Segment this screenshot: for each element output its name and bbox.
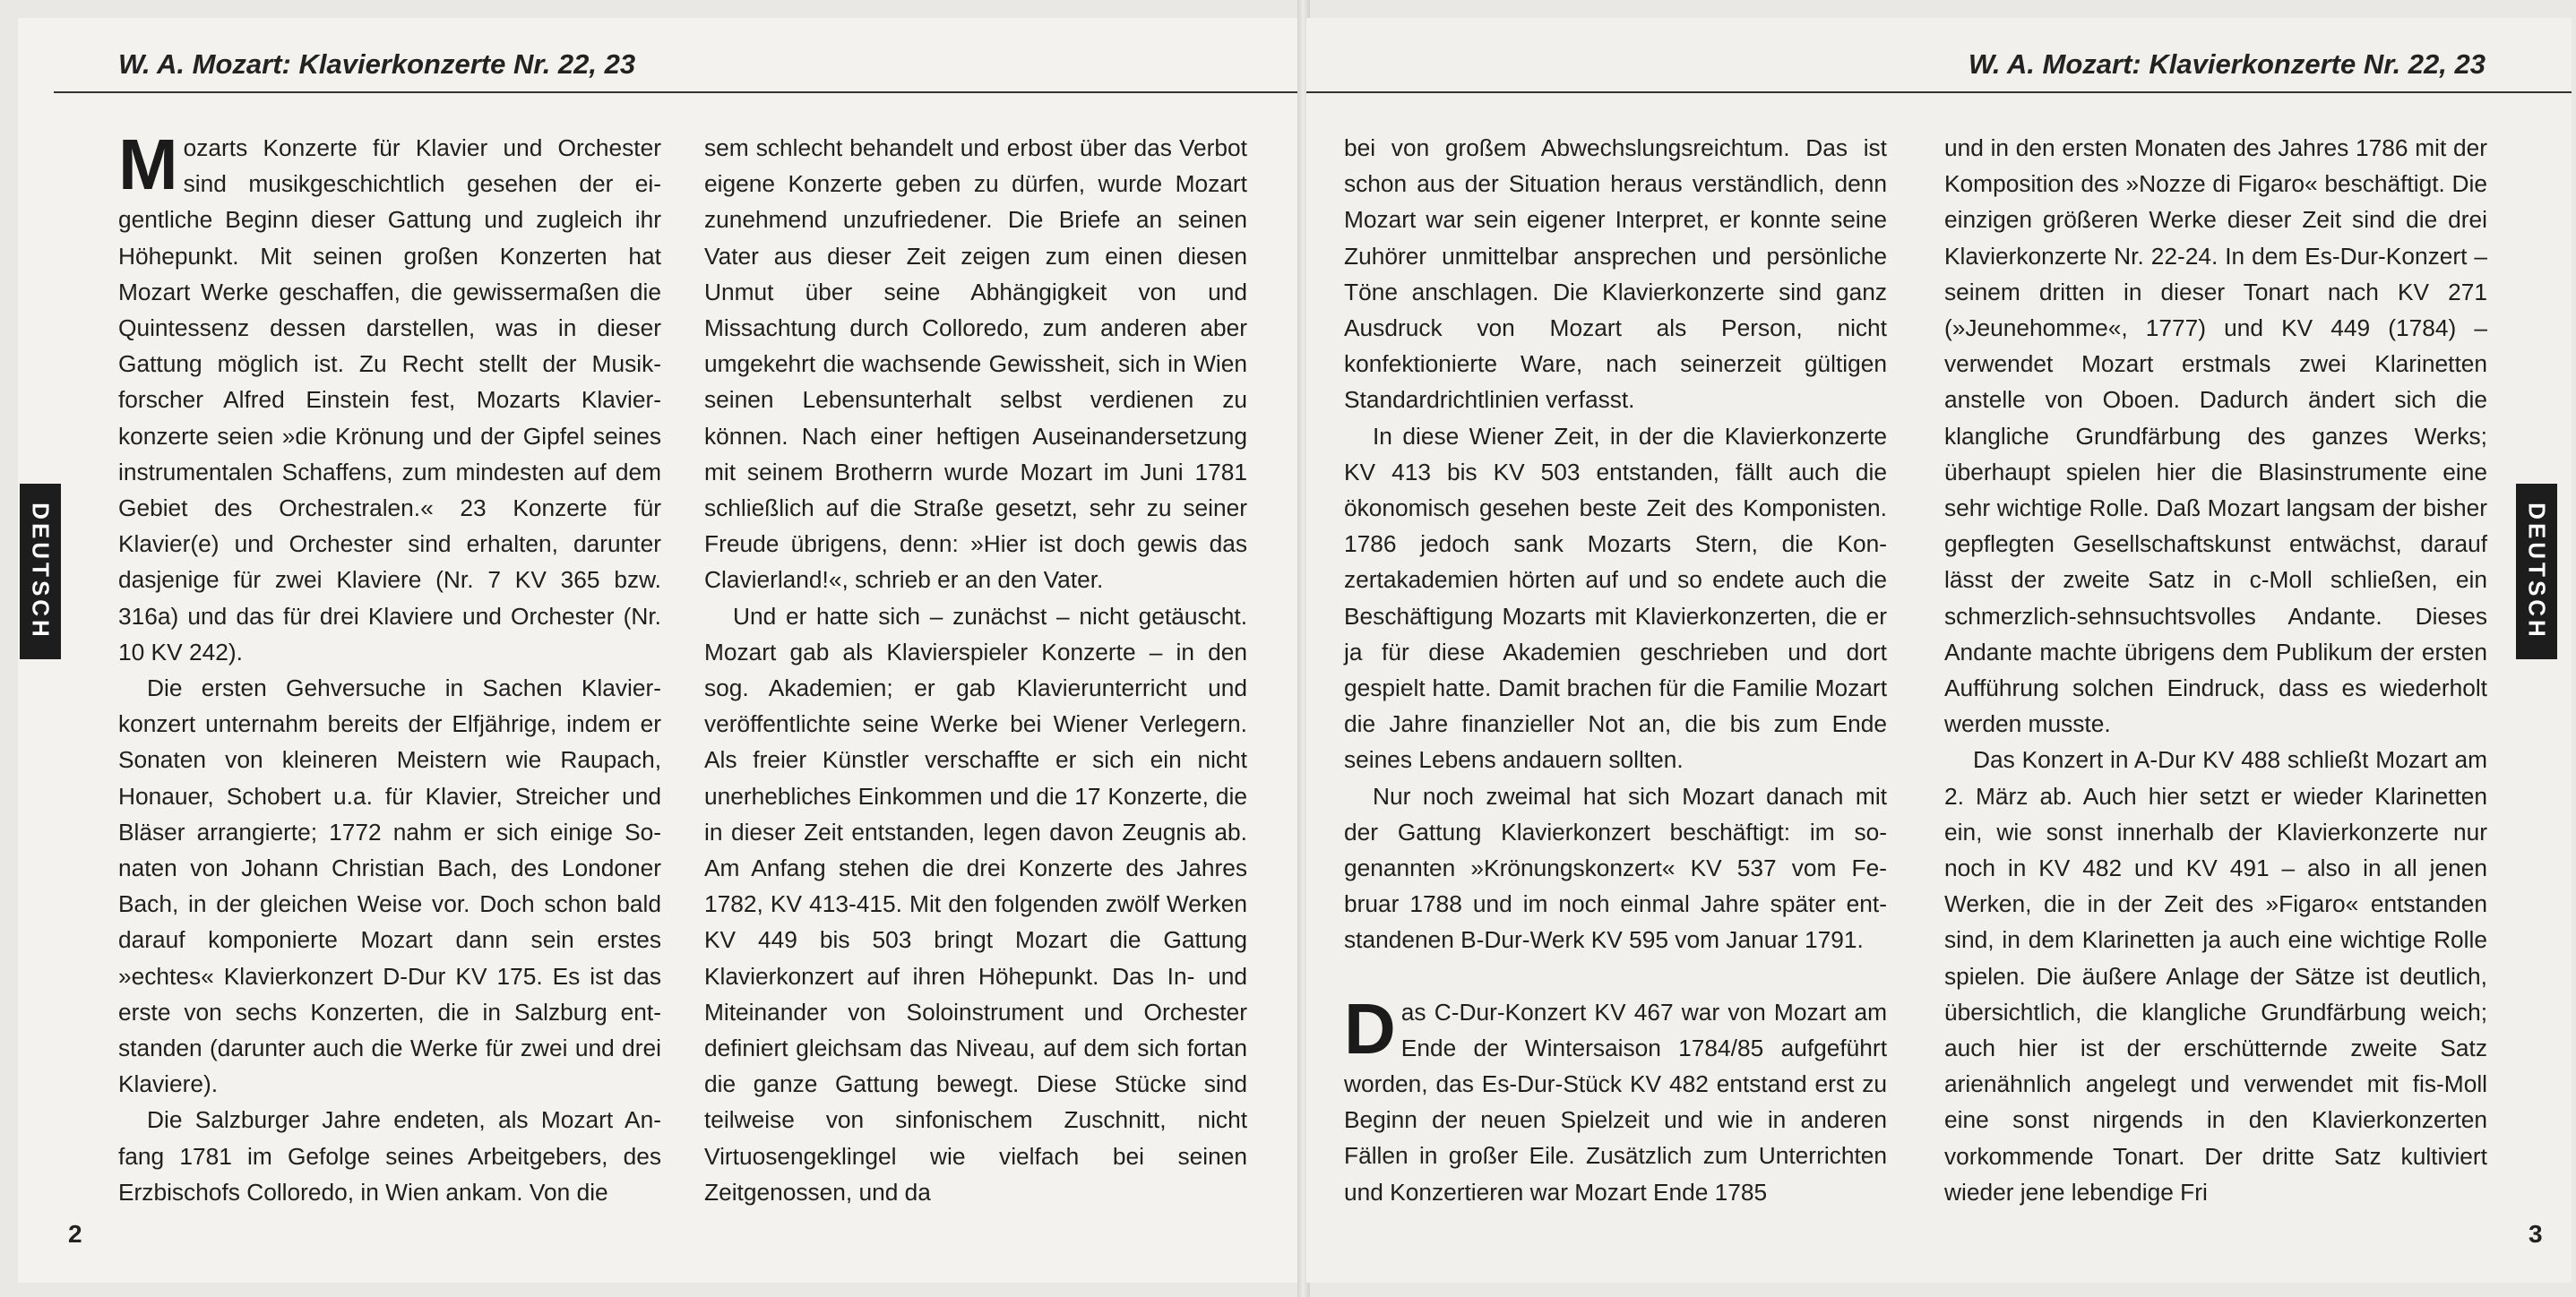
language-tab [20,484,61,659]
page-number: 2 [68,1220,82,1248]
running-head: W. A. Mozart: Klavierkonzerte Nr. 22, 23 [118,48,636,80]
paragraph: Die ersten Gehversuche in Sachen Klavierkonzert unternahm bereits der Elfjährige, indem er Sonaten von kleineren Meistern wie Raupach, Honauer, Schobert u.a. für Klavier, Streicher und Bläser arrangierte; 1772 nahm er sich einige Sonaten von Johann Christian Bach, des Londoner Bach, in der gleichen Weise vor. Doch schon bald darauf komponierte Mozart dann sein erstes »echtes« Klavierkonzert D-Dur KV 175. Es ist das erste von sechs Konzerten, die in Salzburg entstanden (darunter auch die Werke für zwei und drei Klaviere). [118,674,661,1098]
paragraph: In diese Wiener Zeit, in der die Klavierkonzerte KV 413 bis KV 503 entstanden, fällt auch die ökonomisch gesehen beste Zeit des Komponisten. 1786 jedoch sank Mozarts Stern, die Konzertakademien hörten auf und so endete auch die Beschäftigung Mozarts mit Klavierkonzerten, die er ja für diese Akademien geschrieben und dort gespielt hatte. Damit brachen für die Familie Mozart die Jahre finanzieller Not an, die bis zum Ende seines Lebens andauern sollten. [1344,422,1887,774]
header-rule [54,91,1305,93]
paragraph: Das Konzert in A-Dur KV 488 schließt Mozart am 2. März ab. Auch hier setzt er wieder Klarinetten ein, wie sonst innerhalb der Klavierkonzerte nur noch in KV 482 und KV 491 – also in all jenen Werken, die in der Zeit des »Figaro« entstanden sind, in dem Klarinetten ja auch eine wichtige Rolle spielen. Die äußere Anlage der Sätze ist deutlich, übersichtlich, die klangliche Grundfärbung weich; auch hier ist der erschütternde zweite Satz arienähnlich angelegt und verwendet mit fis-Moll eine sonst nirgends in den Klavierkonzerten vorkommende Tonart. Der dritte Satz kultiviert wieder jene lebendige Fri [1944,746,2487,1206]
running-head: W. A. Mozart: Klavierkonzerte Nr. 22, 23 [1968,48,2486,80]
language-tab-label: DEUTSCH [27,502,55,640]
right-page [1306,18,2572,1283]
drop-cap: M [118,125,178,204]
paragraph: Mozarts Konzerte für Klavier und Orchester sind musikgeschichtlich gesehen der eigentliche Beginn dieser Gattung und zugleich ihr Höhepunkt. Mit seinen großen Konzerten hat Mozart Werke geschaffen, die gewissermaßen die Quintessenz dessen darstellen, was in dieser Gattung möglich ist. Zu Recht stellt der Musikforscher Alfred Einstein fest, Mozarts Klavierkonzerte seien »die Krönung und der Gipfel seines instrumentalen Schaffens, zum mindesten auf dem Gebiet des Orchestralen.« 23 Konzerte für Klavier(e) und Orchester sind erhalten, darunter dasjenige für zwei Klaviere (Nr. 7 KV 365 bzw. 316a) und das für drei Klaviere und Orchester (Nr. 10 KV 242). [118,125,661,666]
language-tab [2516,484,2557,659]
paragraph: Das C-Dur-Konzert KV 467 war von Mozart am Ende der Wintersaison 1784/85 aufgeführt worden, das Es-Dur-Stück KV 482 entstand erst zu Beginn der neuen Spielzeit und wie in anderen Fällen in großer Eile. Zusätzlich zum Unterrichten und Konzertieren war Mozart Ende 1785 [1344,988,1887,1206]
text-column-1 [118,125,661,1210]
paragraph: bei von großem Abwechslungsreichtum. Das ist schon aus der Situation heraus verständlich, denn Mozart war sein eigener Interpret, er konnte seine Zuhörer unmittelbar ansprechen und persönliche Töne anschlagen. Die Klavierkonzerte sind ganz Ausdruck von Mozart als Person, nicht konfektionierte Ware, nach seinerzeit gültigen Standardrichtlinien verfasst. [1344,134,1887,414]
paragraph: Nur noch zweimal hat sich Mozart danach mit der Gattung Klavierkonzert beschäftigt: im sogenannten »Krönungskonzert« KV 537 vom Februar 1788 und im noch einmal Jahre später entstandenen B-Dur-Werk KV 595 vom Januar 1791. [1344,782,1887,954]
text-column-2 [704,130,1247,1210]
language-tab-label: DEUTSCH [2523,502,2551,640]
page-number: 3 [2529,1220,2543,1248]
paragraph: Und er hatte sich – zunächst – nicht getäuscht. Mozart gab als Klavierspieler Konzerte – in den sog. Akademien; er gab Klavierunterricht und veröffentlichte seine Werke bei Wiener Verlegern. Als freier Künstler verschaffte er sich ein nicht unerhebliches Einkommen und die 17 Konzerte, die in dieser Zeit entstanden, legen davon Zeugnis ab. Am Anfang stehen die drei Konzerte des Jahres 1782, KV 413-415. Mit den folgenden zwölf Werken KV 449 bis 503 bringt Mozart die Gattung Klavierkonzert auf ihren Höhepunkt. Das In- und Miteinander von Soloinstrument und Orchester definiert gleichsam das Niveau, auf dem sich fortan die ganze Gattung bewegt. Diese Stücke sind teilweise von sinfonischem Zuschnitt, nicht Virtuosengeklingel wie vielfach bei seinen Zeitgenossen, und da [704,602,1247,1206]
text-column-4 [1944,130,2487,1210]
text-column-3 [1344,130,1887,1210]
paragraph: und in den ersten Monaten des Jahres 1786 mit der Komposition des »Nozze di Figaro« beschäftigt. Die einzigen größeren Werke dieser Zeit sind die drei Klavierkonzerte Nr. 22-24. In dem Es-Dur-Konzert – seinem dritten in dieser Tonart nach KV 271 (»Jeunehomme«, 1777) und KV 449 (1784) – verwendet Mozart erstmals zwei Klarinetten anstelle von Oboen. Dadurch ändert sich die klangliche Grundfärbung des ganzes Werks; überhaupt spielen hier die Blasinstrumente eine sehr wichtige Rolle. Daß Mozart langsam der bisher gepflegten Gesellschaftskunst entwächst, darauf lässt der zweite Satz in c-Moll schließen, ein schmerzlich-sehnsuchtsvolles Andante. Dieses Andante machte übrigens dem Publikum der ersten Aufführung solchen Eindruck, dass es wiederholt werden musste. [1944,134,2487,738]
paragraph: sem schlecht behandelt und erbost über das Verbot eigene Konzerte geben zu dürfen, wurde Mozart zunehmend unzufriedener. Die Briefe an seinen Vater aus dieser Zeit zeigen zum einen diesen Unmut über seine Abhängigkeit von und Missachtung durch Colloredo, zum anderen aber umgekehrt die wachsende Gewissheit, sich in Wien seinen Lebensunterhalt selbst verdienen zu können. Nach einer heftigen Auseinandersetzung mit seinem Brotherrn wurde Mozart im Juni 1781 schließlich auf die Straße gesetzt, sehr zu seiner Freude übrigens, denn: »Hier ist doch gewis das Clavierland!«, schrieb er an den Vater. [704,134,1247,594]
left-page [18,18,1301,1283]
paragraph: Die Salzburger Jahre endeten, als Mozart Anfang 1781 im Gefolge seines Arbeitgebers, des Erzbischofs Colloredo, in Wien ankam. Von die [118,1106,661,1206]
drop-cap: D [1344,988,1396,1069]
header-rule [1306,91,2572,93]
